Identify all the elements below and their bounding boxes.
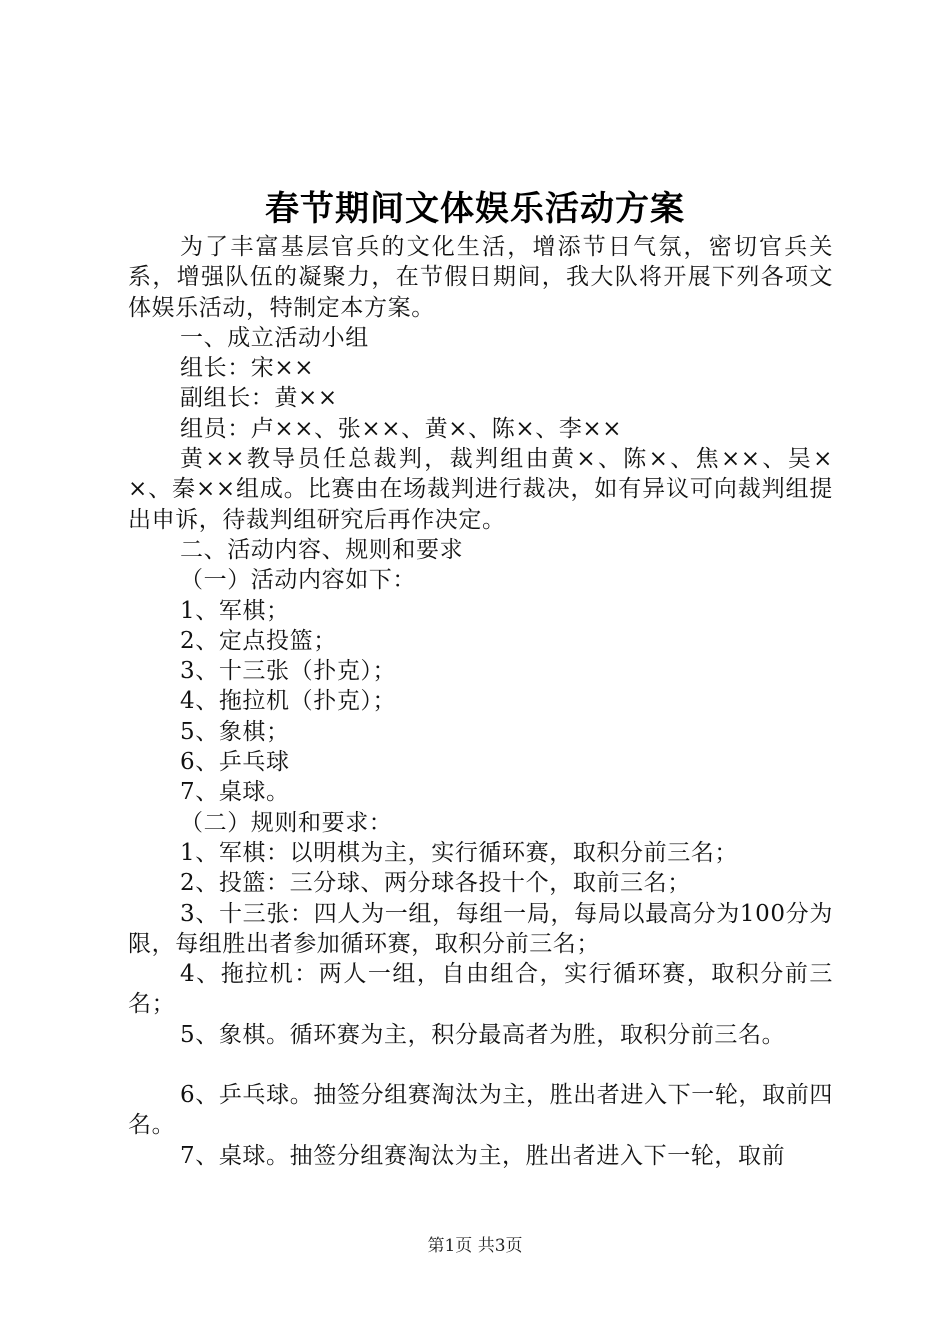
document-body [128,232,833,1171]
list-item: 6、乒乓球 [180,749,290,776]
rule-item: 5、象棋。循环赛为主，积分最高者为胜，取积分前三名。 [180,1021,786,1048]
rule-item: 6、乒乓球。抽签分组赛淘汰为主，胜出者进入下一轮，取前四名。 [128,1082,833,1139]
list-item: 2、定点投篮； [180,627,337,654]
paragraph-referees: 黄××教导员任总裁判，裁判组由黄×、陈×、焦××、吴××、秦××组成。比赛由在场裁判进行裁决，如有异议可向裁判组提出申诉，待裁判组研究后再作决定。 [128,446,833,533]
blank-line [128,1050,833,1080]
section-heading-2: 二、活动内容、规则和要求 [180,536,464,563]
subsection-heading-content: （一）活动内容如下： [180,567,416,594]
paragraph-deputy-leader: 副组长：黄×× [180,385,338,412]
document-title: 春节期间文体娱乐活动方案 [265,189,685,229]
list-item: 4、拖拉机（扑克）； [180,688,397,715]
list-item: 1、军棋； [180,597,290,624]
rule-item: 3、十三张：四人为一组，每组一局，每局以最高分为100分为限，每组胜出者参加循环赛，取积分前三名； [128,900,833,957]
paragraph-intro: 为了丰富基层官兵的文化生活，增添节日气氛，密切官兵关系，增强队伍的凝聚力，在节假日期间，我大队将开展下列各项文体娱乐活动，特制定本方案。 [128,234,833,321]
rule-item: 2、投篮：三分球、两分球各投十个，取前三名； [180,870,691,897]
rule-item: 1、军棋：以明棋为主，实行循环赛，取积分前三名； [180,839,739,866]
page-footer: 第1页 共3页 [427,1236,523,1256]
list-item: 5、象棋； [180,718,290,745]
paragraph-leader: 组长：宋×× [180,355,315,382]
subsection-heading-rules: （二）规则和要求： [180,809,393,836]
rule-item: 4、拖拉机：两人一组，自由组合，实行循环赛，取积分前三名； [128,961,833,1018]
section-heading-1: 一、成立活动小组 [180,324,369,351]
rule-item: 7、桌球。抽签分组赛淘汰为主，胜出者进入下一轮，取前 [180,1142,786,1169]
list-item: 7、桌球。 [180,779,290,806]
paragraph-members: 组员：卢××、张××、黄×、陈×、李×× [180,415,623,442]
list-item: 3、十三张（扑克）； [180,658,397,685]
